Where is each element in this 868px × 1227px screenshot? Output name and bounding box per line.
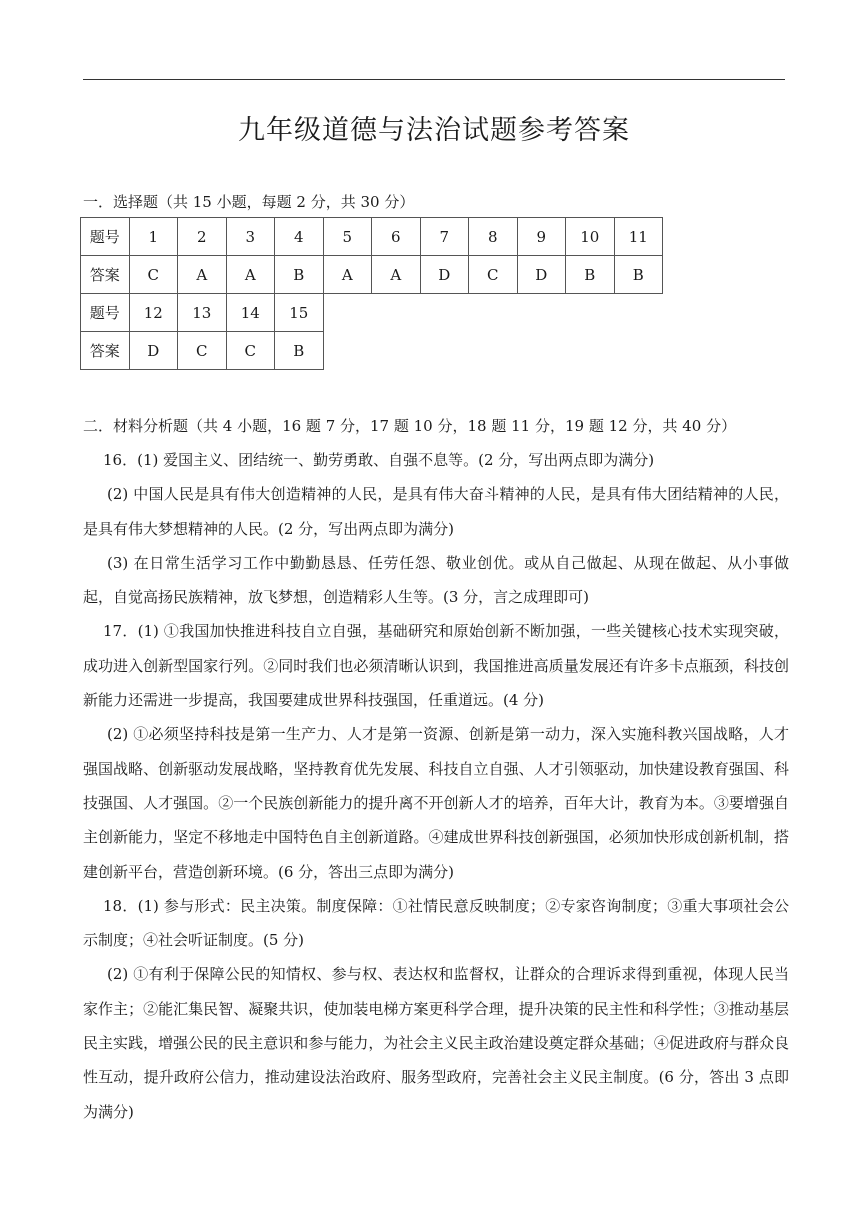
question-number-cell: 9	[517, 218, 566, 256]
question-number-cell: 11	[614, 218, 663, 256]
question-number-cell: 15	[275, 294, 324, 332]
row-label-number: 题号	[81, 218, 130, 256]
document-title: 九年级道德与法治试题参考答案	[238, 115, 630, 146]
empty-cell	[323, 294, 372, 332]
answer-paragraph-16-1: 16．(1) 爱国主义、团结统一、勤劳勇敢、自强不息等。(2 分，写出两点即为满分)	[103, 451, 655, 469]
question-number-cell: 1	[129, 218, 178, 256]
empty-cell	[372, 332, 421, 370]
empty-cell	[469, 332, 518, 370]
empty-cell	[517, 294, 566, 332]
question-number-cell: 8	[469, 218, 518, 256]
empty-cell	[566, 332, 615, 370]
question-number-cell: 4	[275, 218, 324, 256]
top-rule	[83, 79, 785, 80]
answer-cell: C	[129, 256, 178, 294]
question-number-cell: 2	[178, 218, 227, 256]
answer-cell: C	[178, 332, 227, 370]
table-row-answers-2	[81, 332, 663, 370]
answer-paragraph-18-2: (2) ①有利于保障公民的知情权、参与权、表达权和监督权，让群众的合理诉求得到重视，体现人民当家作主；②能汇集民智、凝聚共识，使加装电梯方案更科学合理，提升决策的民主性和科学性；③推动基层民主实践，增强公民的民主意识和参与能力，为社会主义民主政治建设奠定群众基础；④促进政府与群众良性互动，提升政府公信力，推动建设法治政府、服务型政府，完善社会主义民主制度。(6 分，答出 3 点即为满分)	[83, 965, 789, 1121]
table-row-answers-1	[81, 256, 663, 294]
answer-cell: D	[517, 256, 566, 294]
answer-paragraph-18-1: 18．(1) 参与形式：民主决策。制度保障：①社情民意反映制度；②专家咨询制度；③重大事项社会公示制度；④社会听证制度。(5 分)	[83, 896, 789, 950]
table-row-numbers-2	[81, 294, 663, 332]
section-2-heading: 二．材料分析题（共 4 小题，16 题 7 分，17 题 10 分，18 题 11 分，19 题 12 分，共 40 分）	[83, 417, 737, 435]
answer-cell: D	[129, 332, 178, 370]
question-number-cell: 12	[129, 294, 178, 332]
answer-cell: B	[566, 256, 615, 294]
answer-body	[83, 443, 789, 1129]
answer-paragraph-16-2: (2) 中国人民是具有伟大创造精神的人民，是具有伟大奋斗精神的人民，是具有伟大团结精神的人民，是具有伟大梦想精神的人民。(2 分，写出两点即为满分)	[83, 485, 789, 538]
answer-cell: C	[469, 256, 518, 294]
empty-cell	[372, 294, 421, 332]
question-number-cell: 13	[178, 294, 227, 332]
answer-cell: B	[275, 256, 324, 294]
answer-paragraph-17-1: 17．(1) ①我国加快推进科技自立自强，基础研究和原始创新不断加强，一些关键核心技术实现突破，成功进入创新型国家行列。②同时我们也必须清晰认识到，我国推进高质量发展还有许多卡点瓶颈，科技创新能力还需进一步提高，我国要建成世界科技强国，任重道远。(4 分)	[83, 622, 789, 710]
empty-cell	[614, 332, 663, 370]
row-label-number: 题号	[81, 294, 130, 332]
empty-cell	[614, 294, 663, 332]
answer-cell: A	[226, 256, 275, 294]
answer-cell: A	[323, 256, 372, 294]
question-number-cell: 7	[420, 218, 469, 256]
empty-cell	[566, 294, 615, 332]
empty-cell	[420, 332, 469, 370]
answer-cell: A	[372, 256, 421, 294]
answer-cell: B	[275, 332, 324, 370]
empty-cell	[469, 294, 518, 332]
answer-cell: A	[178, 256, 227, 294]
row-label-answer: 答案	[81, 256, 130, 294]
answer-cell: D	[420, 256, 469, 294]
question-number-cell: 6	[372, 218, 421, 256]
empty-cell	[517, 332, 566, 370]
answer-paragraph-17-2: (2) ①必须坚持科技是第一生产力、人才是第一资源、创新是第一动力，深入实施科教兴国战略，人才强国战略、创新驱动发展战略，坚持教育优先发展、科技自立自强、人才引领驱动，加快建设教育强国、科技强国、人才强国。②一个民族创新能力的提升离不开创新人才的培养，百年大计，教育为本。③要增强自主创新能力，坚定不移地走中国特色自主创新道路。④建成世界科技创新强国，必须加快形成创新机制，搭建创新平台，营造创新环境。(6 分，答出三点即为满分)	[83, 725, 789, 881]
section-1-heading: 一．选择题（共 15 小题，每题 2 分，共 30 分）	[83, 193, 415, 211]
answer-cell: C	[226, 332, 275, 370]
answer-table	[80, 217, 663, 370]
question-number-cell: 10	[566, 218, 615, 256]
question-number-cell: 5	[323, 218, 372, 256]
answer-cell: B	[614, 256, 663, 294]
empty-cell	[420, 294, 469, 332]
table-row-numbers-1	[81, 218, 663, 256]
answer-paragraph-16-3: (3) 在日常生活学习工作中勤勤恳恳、任劳任怨、敬业创优。或从自己做起、从现在做起、从小事做起，自觉高扬民族精神，放飞梦想，创造精彩人生等。(3 分，言之成理即可)	[83, 553, 789, 607]
empty-cell	[323, 332, 372, 370]
question-number-cell: 14	[226, 294, 275, 332]
question-number-cell: 3	[226, 218, 275, 256]
row-label-answer: 答案	[81, 332, 130, 370]
